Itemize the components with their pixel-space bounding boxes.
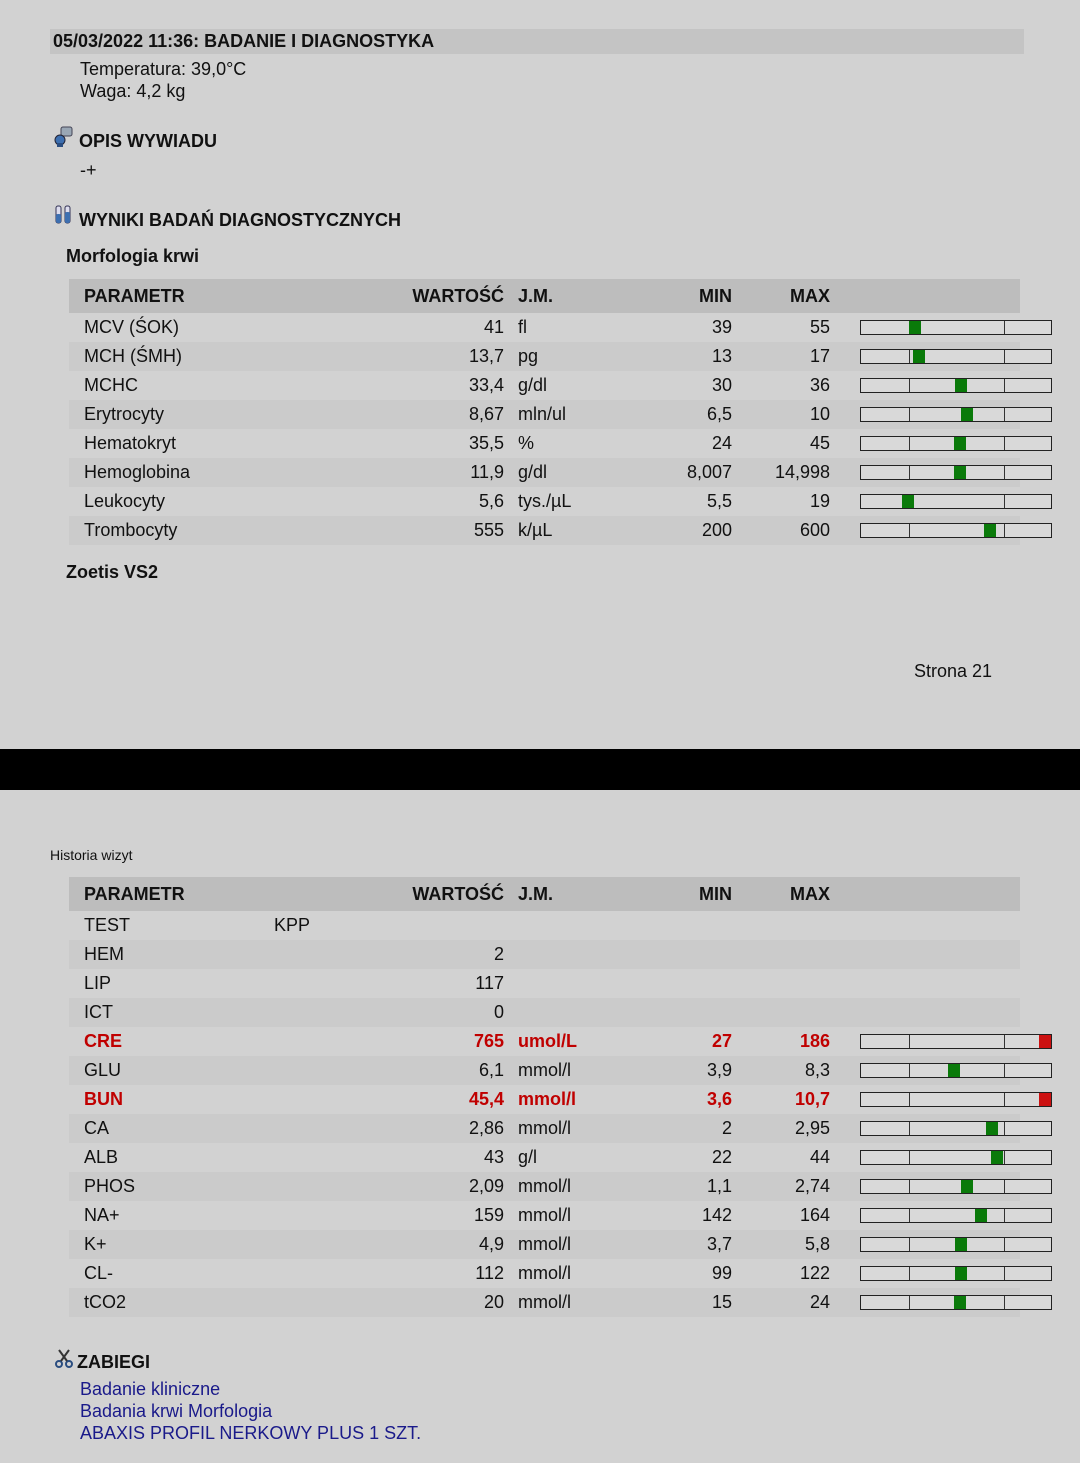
param-max: 186 <box>736 1027 830 1056</box>
gauge-tick <box>1004 524 1005 537</box>
gauge-marker <box>984 524 996 537</box>
param-extra <box>274 969 392 998</box>
range-gauge <box>860 494 1052 509</box>
table-row <box>69 1056 1020 1085</box>
param-value: 0 <box>392 998 518 1027</box>
gauge-tick <box>1004 321 1005 334</box>
param-value: 2,86 <box>392 1114 518 1143</box>
table-row <box>69 487 1020 516</box>
param-max: 2,74 <box>736 1172 830 1201</box>
gauge-marker <box>955 379 967 392</box>
test-tubes-icon <box>54 205 74 225</box>
range-gauge-cell <box>830 1230 1020 1259</box>
gauge-tick <box>909 1267 910 1280</box>
param-min: 142 <box>638 1201 736 1230</box>
range-gauge <box>860 1179 1052 1194</box>
param-min: 15 <box>638 1288 736 1317</box>
col-header-min: MIN <box>638 279 736 313</box>
param-extra <box>274 1201 392 1230</box>
gauge-tick <box>909 466 910 479</box>
col-header-blank <box>274 877 392 911</box>
gauge-marker <box>975 1209 987 1222</box>
gauge-tick <box>1004 379 1005 392</box>
param-value: 117 <box>392 969 518 998</box>
param-value: 2,09 <box>392 1172 518 1201</box>
gauge-tick <box>1004 1035 1005 1048</box>
table-row <box>69 342 1020 371</box>
param-name: BUN <box>69 1085 274 1114</box>
param-max <box>736 998 830 1027</box>
param-unit: g/dl <box>518 371 638 400</box>
scissors-icon <box>55 1349 73 1369</box>
table-row <box>69 1230 1020 1259</box>
gauge-marker <box>1039 1093 1051 1106</box>
param-min: 13 <box>638 342 736 371</box>
param-extra <box>274 458 392 487</box>
param-max: 17 <box>736 342 830 371</box>
param-min: 24 <box>638 429 736 458</box>
param-value: 765 <box>392 1027 518 1056</box>
range-gauge <box>860 523 1052 538</box>
param-min: 2 <box>638 1114 736 1143</box>
param-value: 159 <box>392 1201 518 1230</box>
param-min: 8,007 <box>638 458 736 487</box>
table-row <box>69 1114 1020 1143</box>
param-name: Leukocyty <box>69 487 274 516</box>
param-value: 35,5 <box>392 429 518 458</box>
param-min: 22 <box>638 1143 736 1172</box>
col-header-min: MIN <box>638 877 736 911</box>
param-name: CA <box>69 1114 274 1143</box>
param-extra <box>274 1288 392 1317</box>
param-max: 36 <box>736 371 830 400</box>
range-gauge-cell <box>830 458 1020 487</box>
weight: Waga: 4,2 kg <box>80 81 186 101</box>
param-max: 600 <box>736 516 830 545</box>
procedure-item: Badanie kliniczne <box>80 1379 221 1399</box>
param-unit: mmol/l <box>518 1172 638 1201</box>
param-value: 6,1 <box>392 1056 518 1085</box>
param-value: 20 <box>392 1288 518 1317</box>
param-max <box>736 911 830 940</box>
param-extra <box>274 516 392 545</box>
param-name: MCHC <box>69 371 274 400</box>
param-min: 99 <box>638 1259 736 1288</box>
report-page-2 <box>0 790 1080 1463</box>
param-extra <box>274 1259 392 1288</box>
range-gauge-cell <box>830 1172 1020 1201</box>
param-value: 555 <box>392 516 518 545</box>
param-min: 30 <box>638 371 736 400</box>
table-header-row <box>69 279 1020 313</box>
gauge-marker <box>991 1151 1003 1164</box>
table-row <box>69 1288 1020 1317</box>
param-min: 27 <box>638 1027 736 1056</box>
param-min: 3,6 <box>638 1085 736 1114</box>
col-header-gauge <box>830 279 1020 313</box>
gauge-marker <box>954 437 966 450</box>
col-header-blank <box>274 279 392 313</box>
gauge-tick <box>1004 1209 1005 1222</box>
results-title: WYNIKI BADAŃ DIAGNOSTYCZNYCH <box>79 210 401 230</box>
col-header-value: WARTOŚĆ <box>392 279 518 313</box>
param-max: 5,8 <box>736 1230 830 1259</box>
range-gauge <box>860 436 1052 451</box>
gauge-tick <box>909 1122 910 1135</box>
param-value: 8,67 <box>392 400 518 429</box>
param-unit: mmol/l <box>518 1114 638 1143</box>
gauge-tick <box>1004 1296 1005 1309</box>
range-gauge-cell <box>830 487 1020 516</box>
param-unit: mln/ul <box>518 400 638 429</box>
range-gauge <box>860 1295 1052 1310</box>
param-max: 24 <box>736 1288 830 1317</box>
param-value: 33,4 <box>392 371 518 400</box>
blood-group-title: Morfologia krwi <box>66 246 200 266</box>
param-max: 19 <box>736 487 830 516</box>
param-min: 39 <box>638 313 736 342</box>
table-row <box>69 911 1020 940</box>
range-gauge <box>860 349 1052 364</box>
param-extra <box>274 1114 392 1143</box>
range-gauge-cell <box>830 1201 1020 1230</box>
param-extra <box>274 940 392 969</box>
range-gauge <box>860 407 1052 422</box>
range-gauge-cell <box>830 1259 1020 1288</box>
param-name: LIP <box>69 969 274 998</box>
range-gauge-cell <box>830 342 1020 371</box>
table-row <box>69 998 1020 1027</box>
col-header-param: PARAMETR <box>69 877 274 911</box>
range-gauge <box>860 1121 1052 1136</box>
param-name: MCH (ŚMH) <box>69 342 274 371</box>
range-gauge-cell <box>830 400 1020 429</box>
col-header-gauge <box>830 877 1020 911</box>
param-max: 14,998 <box>736 458 830 487</box>
gauge-tick <box>1004 1238 1005 1251</box>
range-gauge <box>860 1063 1052 1078</box>
param-unit: umol/L <box>518 1027 638 1056</box>
param-name: K+ <box>69 1230 274 1259</box>
gauge-tick <box>909 1180 910 1193</box>
param-value: 45,4 <box>392 1085 518 1114</box>
gauge-tick <box>1004 495 1005 508</box>
gauge-marker <box>902 495 914 508</box>
param-extra <box>274 1172 392 1201</box>
table-row <box>69 458 1020 487</box>
param-value: 13,7 <box>392 342 518 371</box>
param-name: CL- <box>69 1259 274 1288</box>
gauge-tick <box>1004 1093 1005 1106</box>
gauge-tick <box>1004 1122 1005 1135</box>
param-name: ALB <box>69 1143 274 1172</box>
table-row <box>69 1027 1020 1056</box>
gauge-marker <box>954 466 966 479</box>
gauge-tick <box>1004 1064 1005 1077</box>
chem-group-title: Zoetis VS2 <box>66 562 159 582</box>
range-gauge-cell <box>830 1143 1020 1172</box>
gauge-marker <box>961 1180 973 1193</box>
param-unit <box>518 969 638 998</box>
param-extra: KPP <box>274 911 392 940</box>
col-header-unit: J.M. <box>518 279 638 313</box>
param-min: 6,5 <box>638 400 736 429</box>
gauge-tick <box>1004 350 1005 363</box>
gauge-marker <box>909 321 921 334</box>
gauge-tick <box>1004 1267 1005 1280</box>
page-divider <box>0 749 1080 790</box>
col-header-param: PARAMETR <box>69 279 274 313</box>
param-extra <box>274 998 392 1027</box>
range-gauge-cell <box>830 1288 1020 1317</box>
param-unit: mmol/l <box>518 1201 638 1230</box>
param-min <box>638 911 736 940</box>
param-max: 10 <box>736 400 830 429</box>
gauge-marker <box>955 1238 967 1251</box>
col-header-max: MAX <box>736 279 830 313</box>
gauge-tick <box>909 408 910 421</box>
table-header-row <box>69 877 1020 911</box>
col-header-value: WARTOŚĆ <box>392 877 518 911</box>
history-label: Historia wizyt <box>50 847 133 863</box>
table-row <box>69 313 1020 342</box>
param-unit: mmol/l <box>518 1259 638 1288</box>
param-name: PHOS <box>69 1172 274 1201</box>
param-value: 41 <box>392 313 518 342</box>
param-extra <box>274 429 392 458</box>
range-gauge-cell <box>830 429 1020 458</box>
table-row <box>69 940 1020 969</box>
param-unit: mmol/l <box>518 1085 638 1114</box>
table-row <box>69 400 1020 429</box>
param-extra <box>274 1085 392 1114</box>
param-unit: mmol/l <box>518 1288 638 1317</box>
param-name: Hematokryt <box>69 429 274 458</box>
param-unit: % <box>518 429 638 458</box>
param-name: NA+ <box>69 1201 274 1230</box>
gauge-tick <box>1004 466 1005 479</box>
param-min: 5,5 <box>638 487 736 516</box>
range-gauge-cell <box>830 371 1020 400</box>
range-gauge-cell <box>830 998 1020 1027</box>
range-gauge-cell <box>830 313 1020 342</box>
param-extra <box>274 1027 392 1056</box>
param-extra <box>274 487 392 516</box>
param-extra <box>274 400 392 429</box>
range-gauge <box>860 1266 1052 1281</box>
gauge-tick <box>909 437 910 450</box>
param-name: Trombocyty <box>69 516 274 545</box>
param-min: 200 <box>638 516 736 545</box>
gauge-tick <box>909 1151 910 1164</box>
range-gauge-cell <box>830 516 1020 545</box>
param-unit: mmol/l <box>518 1230 638 1259</box>
procedures-title: ZABIEGI <box>77 1352 151 1372</box>
param-value: 11,9 <box>392 458 518 487</box>
param-name: Erytrocyty <box>69 400 274 429</box>
range-gauge <box>860 1208 1052 1223</box>
param-name: CRE <box>69 1027 274 1056</box>
param-name: TEST <box>69 911 274 940</box>
range-gauge <box>860 1034 1052 1049</box>
table-row <box>69 1259 1020 1288</box>
param-unit <box>518 940 638 969</box>
param-max: 10,7 <box>736 1085 830 1114</box>
interview-icon <box>54 126 74 148</box>
range-gauge-cell <box>830 940 1020 969</box>
gauge-tick <box>909 379 910 392</box>
table-row <box>69 371 1020 400</box>
chem-results-table <box>69 877 1020 1317</box>
table-row <box>69 1201 1020 1230</box>
param-max: 8,3 <box>736 1056 830 1085</box>
param-unit: fl <box>518 313 638 342</box>
param-max <box>736 969 830 998</box>
interview-title: OPIS WYWIADU <box>79 131 217 151</box>
param-unit <box>518 998 638 1027</box>
table-row <box>69 1085 1020 1114</box>
gauge-tick <box>1004 408 1005 421</box>
param-max: 45 <box>736 429 830 458</box>
gauge-tick <box>909 524 910 537</box>
gauge-tick <box>909 1093 910 1106</box>
procedure-item: Badania krwi Morfologia <box>80 1401 273 1421</box>
param-value: 112 <box>392 1259 518 1288</box>
col-header-unit: J.M. <box>518 877 638 911</box>
param-name: tCO2 <box>69 1288 274 1317</box>
table-row <box>69 1143 1020 1172</box>
range-gauge-cell <box>830 1056 1020 1085</box>
gauge-marker <box>986 1122 998 1135</box>
param-max <box>736 940 830 969</box>
visit-header: 05/03/2022 11:36: BADANIE I DIAGNOSTYKA <box>53 31 435 51</box>
param-max: 44 <box>736 1143 830 1172</box>
gauge-marker <box>1039 1035 1051 1048</box>
param-extra <box>274 313 392 342</box>
param-unit: g/l <box>518 1143 638 1172</box>
gauge-tick <box>909 1238 910 1251</box>
param-name: HEM <box>69 940 274 969</box>
param-min: 3,7 <box>638 1230 736 1259</box>
range-gauge <box>860 465 1052 480</box>
param-unit: g/dl <box>518 458 638 487</box>
param-value: 4,9 <box>392 1230 518 1259</box>
gauge-marker <box>961 408 973 421</box>
range-gauge <box>860 1150 1052 1165</box>
gauge-tick <box>1004 1180 1005 1193</box>
gauge-marker <box>948 1064 960 1077</box>
param-unit <box>518 911 638 940</box>
range-gauge-cell <box>830 969 1020 998</box>
gauge-tick <box>909 1064 910 1077</box>
param-max: 55 <box>736 313 830 342</box>
param-unit: mmol/l <box>518 1056 638 1085</box>
gauge-marker <box>954 1296 966 1309</box>
table-row <box>69 429 1020 458</box>
param-value <box>392 911 518 940</box>
param-name: MCV (ŚOK) <box>69 313 274 342</box>
range-gauge-cell <box>830 1114 1020 1143</box>
gauge-tick <box>1004 437 1005 450</box>
gauge-tick <box>909 1296 910 1309</box>
gauge-tick <box>1004 1151 1005 1164</box>
param-extra <box>274 1230 392 1259</box>
range-gauge <box>860 320 1052 335</box>
param-value: 43 <box>392 1143 518 1172</box>
blood-results-table <box>69 279 1020 545</box>
gauge-marker <box>955 1267 967 1280</box>
param-value: 2 <box>392 940 518 969</box>
gauge-tick <box>909 1209 910 1222</box>
range-gauge-cell <box>830 1085 1020 1114</box>
param-min <box>638 969 736 998</box>
range-gauge <box>860 1237 1052 1252</box>
temperature: Temperatura: 39,0°C <box>80 59 247 79</box>
range-gauge-cell <box>830 1027 1020 1056</box>
param-extra <box>274 1143 392 1172</box>
gauge-tick <box>909 1035 910 1048</box>
param-extra <box>274 371 392 400</box>
param-name: ICT <box>69 998 274 1027</box>
gauge-tick <box>909 350 910 363</box>
param-min <box>638 940 736 969</box>
table-row <box>69 969 1020 998</box>
param-min: 1,1 <box>638 1172 736 1201</box>
param-name: Hemoglobina <box>69 458 274 487</box>
param-name: GLU <box>69 1056 274 1085</box>
range-gauge-cell <box>830 911 1020 940</box>
param-max: 2,95 <box>736 1114 830 1143</box>
param-extra <box>274 342 392 371</box>
param-max: 164 <box>736 1201 830 1230</box>
col-header-max: MAX <box>736 877 830 911</box>
table-row <box>69 516 1020 545</box>
table-row <box>69 1172 1020 1201</box>
param-max: 122 <box>736 1259 830 1288</box>
interview-text: -+ <box>80 160 97 180</box>
procedure-item: ABAXIS PROFIL NERKOWY PLUS 1 SZT. <box>80 1423 422 1443</box>
param-extra <box>274 1056 392 1085</box>
param-unit: tys./µL <box>518 487 638 516</box>
param-unit: pg <box>518 342 638 371</box>
param-unit: k/µL <box>518 516 638 545</box>
param-value: 5,6 <box>392 487 518 516</box>
range-gauge <box>860 1092 1052 1107</box>
gauge-marker <box>913 350 925 363</box>
param-min: 3,9 <box>638 1056 736 1085</box>
param-min <box>638 998 736 1027</box>
range-gauge <box>860 378 1052 393</box>
page-number: Strona 21 <box>914 661 993 681</box>
